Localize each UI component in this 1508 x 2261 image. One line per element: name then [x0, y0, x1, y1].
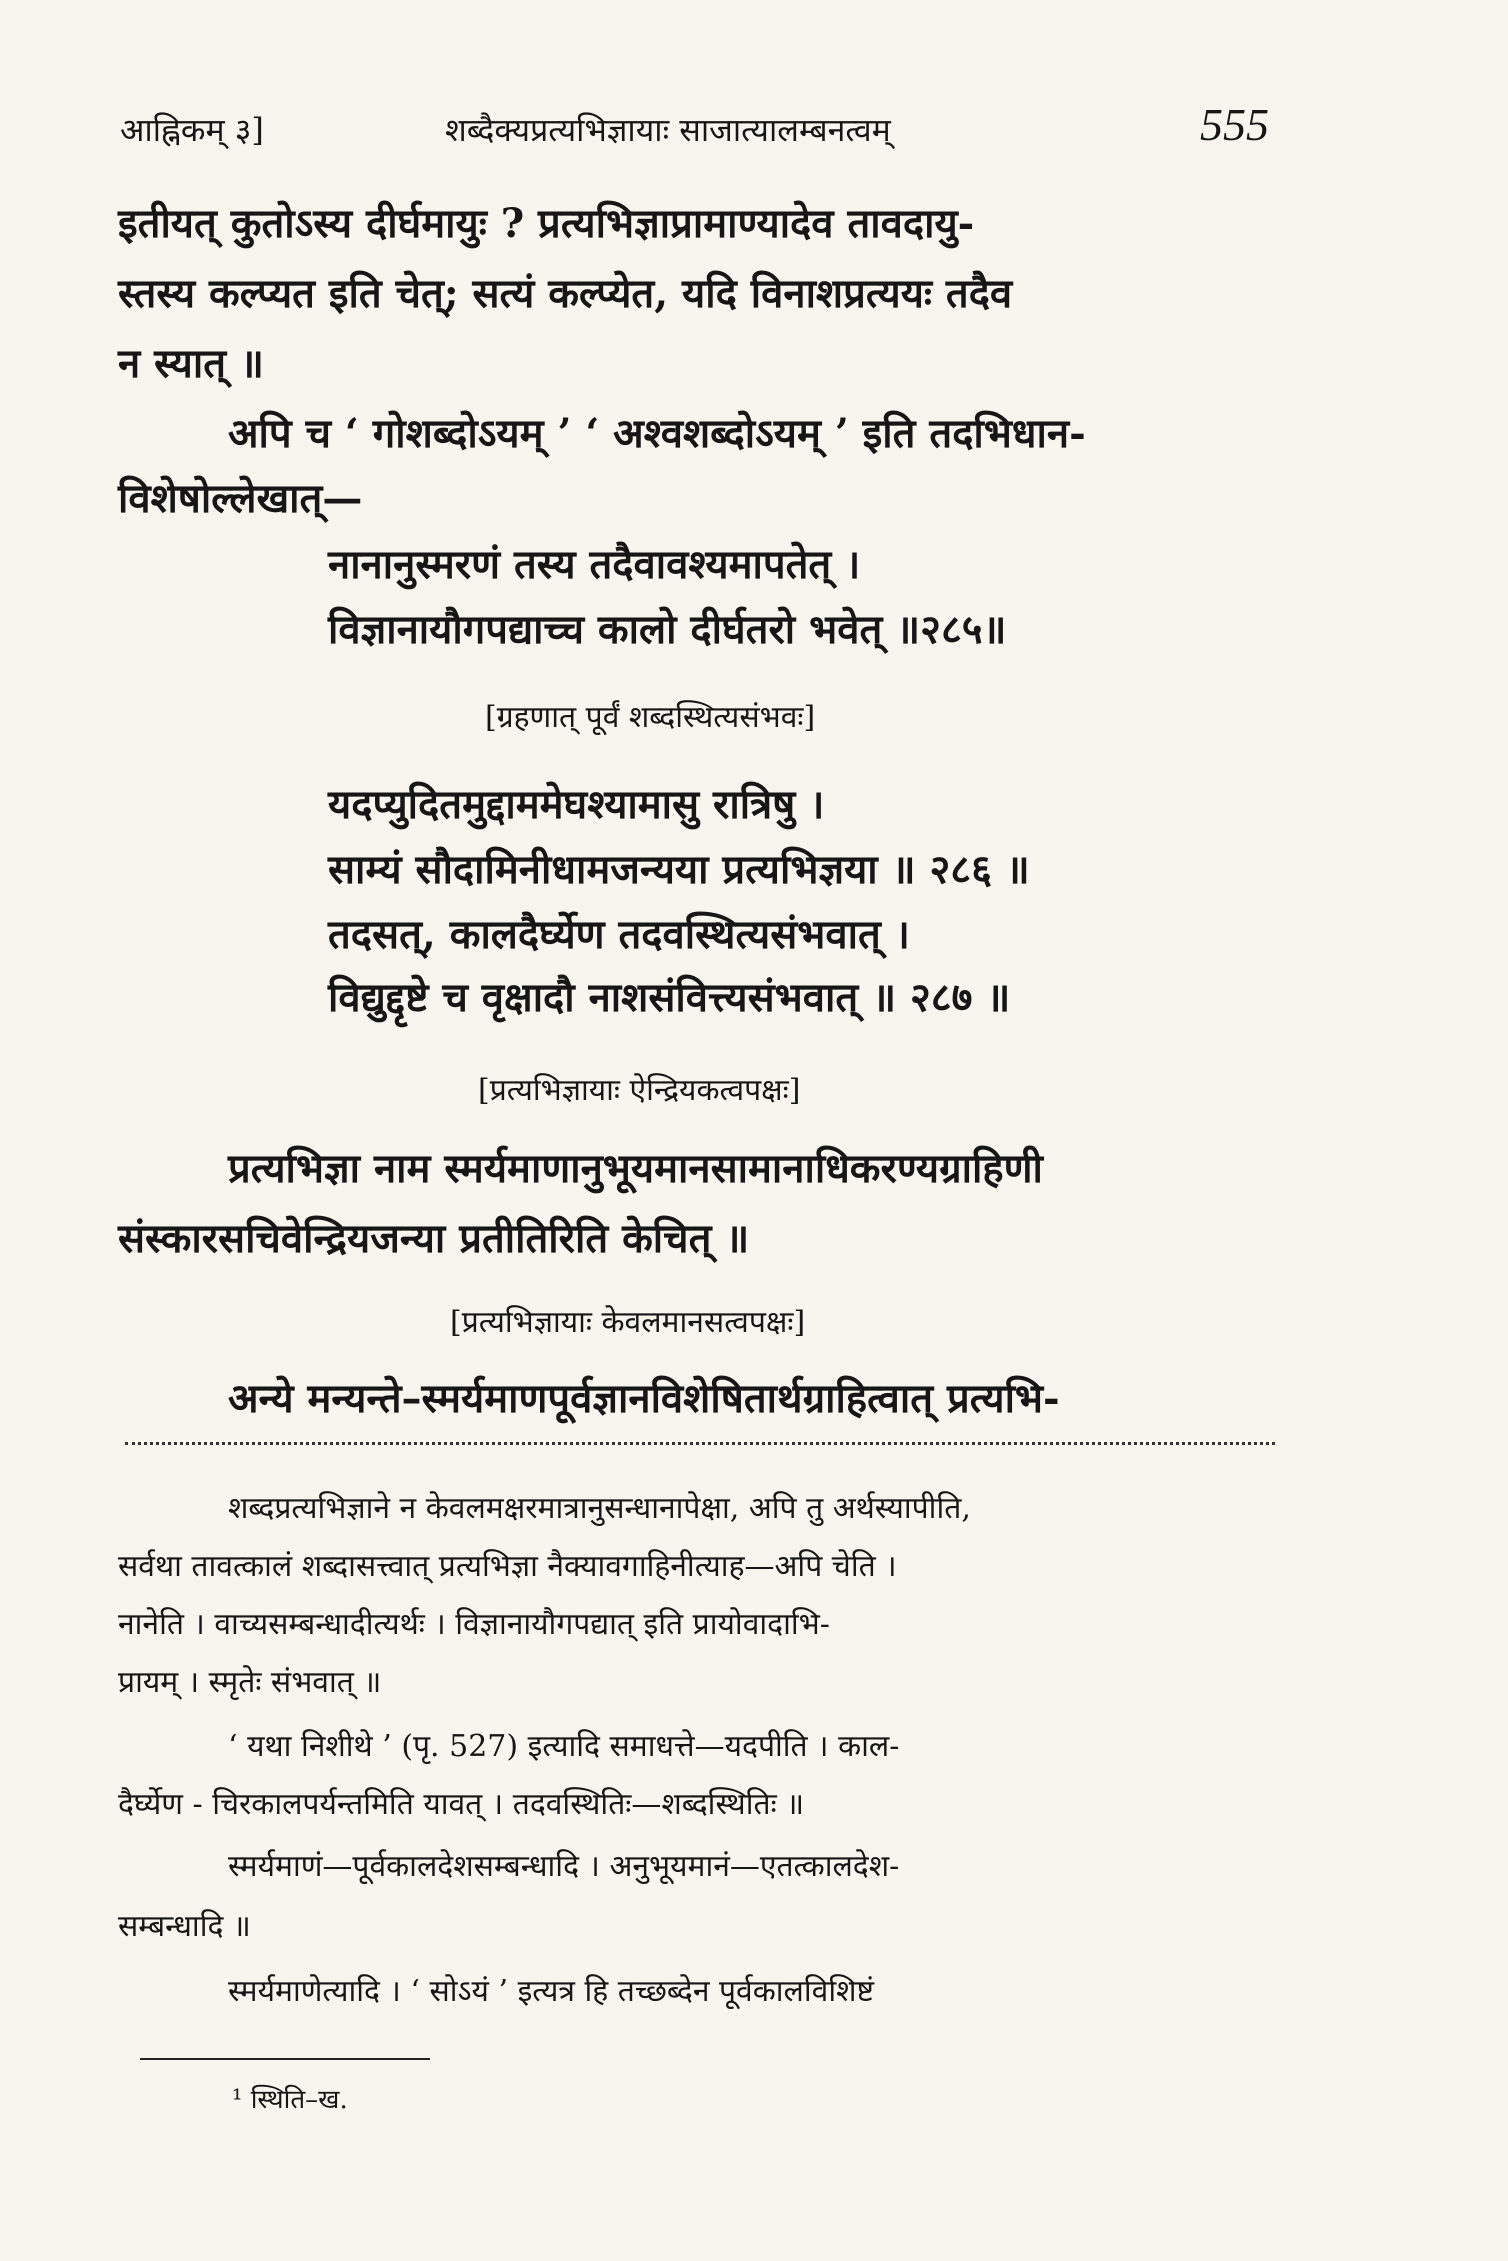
verse-line: नानानुस्मरणं तस्य तदैवावश्यमापतेत् । [328, 541, 861, 588]
section-heading: [प्रत्यभिज्ञायाः केवलमानसत्वपक्षः] [450, 1305, 806, 1340]
section-heading: [प्रत्यभिज्ञायाः ऐन्द्रियकत्वपक्षः] [478, 1073, 801, 1108]
section-heading: [ग्रहणात् पूर्वं शब्दस्थित्यसंभवः] [485, 700, 816, 735]
running-title: शब्दैक्यप्रत्यभिज्ञायाः साजात्यालम्बनत्वम् [445, 111, 891, 149]
body-line: अन्ये मन्यन्ते–स्मर्यमाणपूर्वज्ञानविशेषितार्थग्राहित्वात् प्रत्यभि- [228, 1375, 1060, 1422]
verse-line: तदसत्, कालदैर्घ्येण तदवस्थित्यसंभवात् । [328, 911, 910, 958]
commentary-line: शब्दप्रत्यभिज्ञाने न केवलमक्षरमात्रानुसन्धानापेक्षा, अपि तु अर्थस्यापीति, [228, 1491, 971, 1526]
commentary-line: सर्वथा तावत्कालं शब्दासत्त्वात् प्रत्यभिज्ञा नैक्यावगाहिनीत्याह—अपि चेति । [118, 1549, 897, 1584]
body-line: अपि च ‘ गोशब्दोऽयम् ’ ‘ अश्वशब्दोऽयम् ’ इति तदभिधान- [228, 410, 1086, 457]
commentary-separator [125, 1442, 1275, 1445]
commentary-line: सम्बन्धादि ॥ [118, 1909, 251, 1944]
commentary-line: प्रायम् । स्मृतेः संभवात् ॥ [118, 1665, 382, 1700]
verse-line: विज्ञानायौगपद्याच्च कालो दीर्घतरो भवेत् ॥२८५॥ [328, 606, 1007, 653]
body-line: प्रत्यभिज्ञा नाम स्मर्यमाणानुभूयमानसामानाधिकरण्यग्राहिणी [228, 1145, 1043, 1192]
verse-line: साम्यं सौदामिनीधामजन्यया प्रत्यभिज्ञया ॥ २८६ ॥ [328, 846, 1030, 893]
footnote: ¹ स्थिति–ख. [232, 2085, 348, 2115]
commentary-line: स्मर्यमाणेत्यादि । ‘ सोऽयं ’ इत्यत्र हि तच्छब्देन पूर्वकालविशिष्टं [228, 1974, 875, 2009]
page-number: 555 [1200, 99, 1269, 150]
verse-line: यदप्युदितमुद्दाममेघश्यामासु रात्रिषु । [328, 781, 825, 828]
footnote-rule [140, 2058, 430, 2060]
body-line: न स्यात् ॥ [118, 340, 264, 387]
body-line: संस्कारसचिवेन्द्रियजन्या प्रतीतिरिति केचित् ॥ [118, 1215, 750, 1262]
chapter-label: आह्निकम् ३] [120, 111, 264, 149]
body-line: स्तस्य कल्प्यत इति चेत्; सत्यं कल्प्येत, यदि विनाशप्रत्ययः तदैव [118, 270, 1013, 317]
commentary-line: नानेति । वाच्यसम्बन्धादीत्यर्थः । विज्ञानायौगपद्यात् इति प्रायोवादाभि- [118, 1607, 830, 1642]
commentary-line: ‘ यथा निशीथे ’ (पृ. 527) इत्यादि समाधत्ते—यदपीति । काल- [228, 1729, 900, 1764]
body-line: विशेषोल्लेखात्— [118, 475, 363, 522]
commentary-line: दैर्घ्येण - चिरकालपर्यन्तमिति यावत् । तदवस्थितिः—शब्दस्थितिः ॥ [118, 1787, 805, 1822]
verse-line: विद्युद्दृष्टे च वृक्षादौ नाशसंवित्त्यसंभवात् ॥ २८७ ॥ [328, 974, 1011, 1021]
body-line: इतीयत् कुतोऽस्य दीर्घमायुः ? प्रत्यभिज्ञाप्रामाण्यादेव तावदायु- [118, 200, 975, 247]
commentary-line: स्मर्यमाणं—पूर्वकालदेशसम्बन्धादि । अनुभूयमानं—एतत्कालदेश- [228, 1849, 900, 1884]
